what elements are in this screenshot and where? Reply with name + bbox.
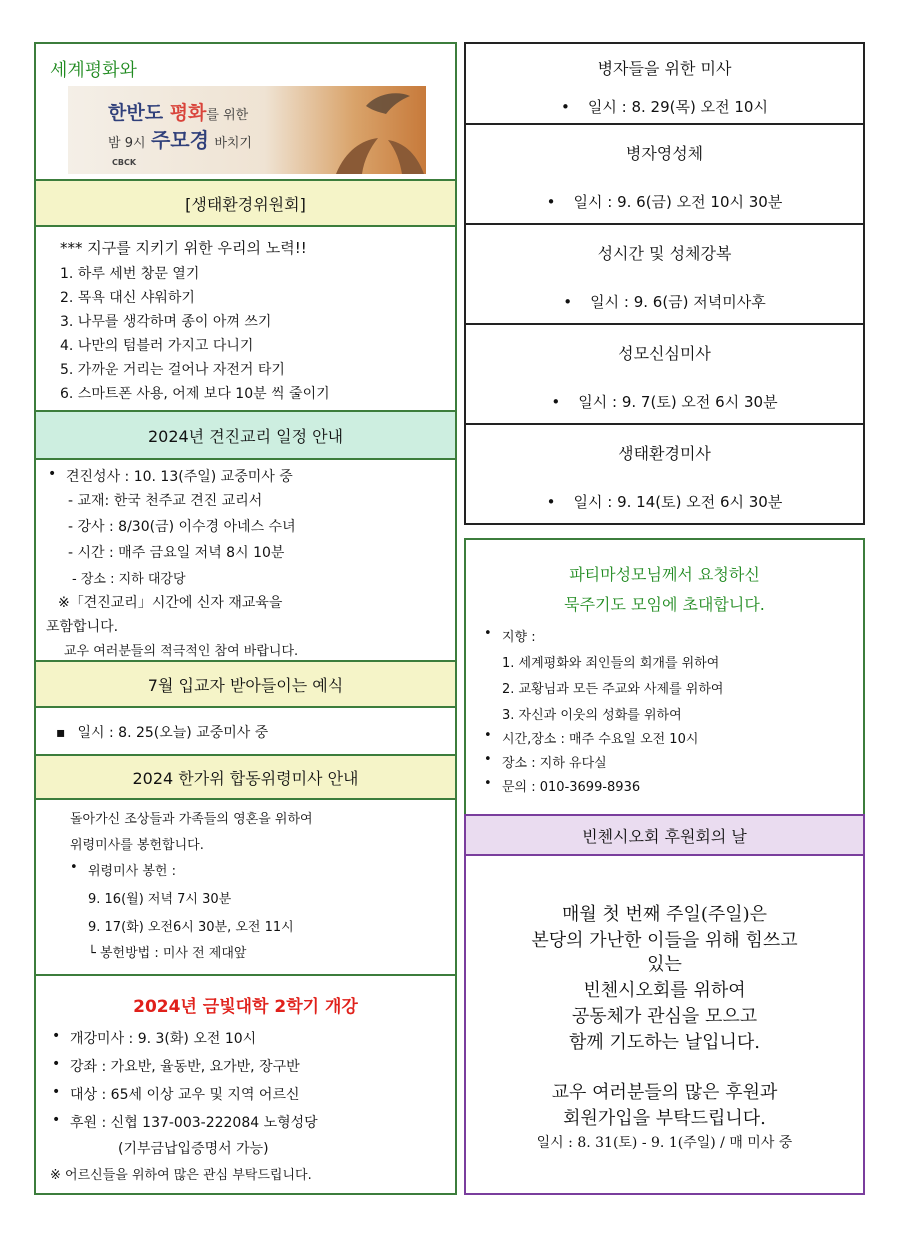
- ecology-item: 4. 나만의 텀블러 가지고 다니기: [60, 338, 254, 354]
- mass-line: • 일시 : 9. 6(금) 오전 10시 30분: [466, 191, 863, 212]
- fatima-line: • 문의 : 010-3699-8936: [502, 776, 640, 795]
- fatima-section: [464, 538, 865, 814]
- vincent-line: 매월 첫 번째 주일(주일)은: [561, 904, 768, 925]
- mass-box: [464, 325, 865, 425]
- confirmation-line: ※「견진교리」시간에 신자 재교육을: [58, 595, 283, 611]
- confirmation-line: 교우 여러분들의 적극적인 참여 바랍니다.: [64, 644, 299, 659]
- banner-word-peace: 평화: [169, 102, 207, 124]
- vincent-line: 빈첸시오회를 위하여: [583, 980, 746, 1001]
- vincent-title: [464, 814, 865, 856]
- confirmation-title: [36, 410, 455, 460]
- university-line: • 개강미사 : 9. 3(화) 오전 10시: [70, 1028, 256, 1048]
- banner-word-for: 를 위한: [206, 108, 249, 123]
- peace-banner: [68, 86, 426, 174]
- ecology-title-text: [생태환경위원회]: [185, 194, 306, 214]
- university-line: ※ 어르신들을 위하여 많은 관심 부탁드립니다.: [50, 1168, 312, 1183]
- chuseok-line: 돌아가신 조상들과 가족들의 영혼을 위하여: [70, 812, 313, 827]
- vincent-line: 본당의 가난한 이들을 위해 힘쓰고: [531, 930, 798, 951]
- confirmation-line: 포함합니다.: [46, 619, 119, 635]
- mass-line: • 일시 : 9. 6(금) 저녁미사후: [466, 291, 863, 312]
- fatima-line: 2. 교황님과 모든 주교와 사제를 위하여: [502, 682, 724, 697]
- banner-word-korea: 한반도: [108, 102, 164, 124]
- university-section: [36, 978, 455, 1193]
- ecology-item: 3. 나무를 생각하며 종이 아껴 쓰기: [60, 314, 272, 330]
- catechumen-title: [36, 660, 455, 708]
- mass-title: 성시간 및 성체강복: [597, 244, 732, 263]
- university-line: • 강좌 : 가요반, 율동반, 요가반, 장구반: [70, 1056, 300, 1076]
- chuseok-title: [36, 754, 455, 800]
- confirmation-body: [36, 460, 455, 660]
- ecology-item: 6. 스마트폰 사용, 어제 보다 10분 씩 줄이기: [60, 386, 330, 402]
- vincent-date: 일시 : 8. 31(토) - 9. 1(주일) / 매 미사 중: [536, 1135, 793, 1151]
- dove-hands-icon: [306, 86, 426, 174]
- vincent-title-text: 빈첸시오회 후원회의 날: [582, 826, 747, 846]
- mass-title: 병자영성체: [625, 144, 704, 163]
- catechumen-line: ▪ 일시 : 8. 25(오늘) 교중미사 중: [56, 725, 269, 741]
- chuseok-line: └ 봉헌방법 : 미사 전 제대앞: [88, 946, 247, 961]
- chuseok-title-text: 2024 한가위 합동위령미사 안내: [132, 768, 359, 788]
- fatima-line: 3. 자신과 이웃의 성화를 위하여: [502, 708, 682, 723]
- mass-line: • 일시 : 9. 7(토) 오전 6시 30분: [466, 391, 863, 412]
- peace-section: [36, 44, 455, 179]
- vincent-line: 함께 기도하는 날입니다.: [568, 1032, 761, 1053]
- fatima-line: • 장소 : 지하 유다실: [502, 752, 607, 771]
- university-line: (기부금납입증명서 가능): [118, 1141, 269, 1157]
- confirmation-title-text: 2024년 견진교리 일정 안내: [147, 426, 344, 446]
- ecology-item: 1. 하루 세번 창문 열기: [60, 266, 200, 282]
- mass-title: 병자들을 위한 미사: [597, 59, 732, 78]
- left-column: [34, 42, 457, 1195]
- right-column: [464, 42, 865, 1195]
- ecology-intro: *** 지구를 지키기 위한 우리의 노력!!: [60, 239, 307, 257]
- chuseok-line: 9. 16(월) 저녁 7시 30분: [88, 892, 232, 907]
- chuseok-line: • 위령미사 봉헌 :: [88, 860, 176, 879]
- university-title: 2024년 금빛대학 2학기 개강: [133, 997, 358, 1017]
- confirmation-line: - 교재: 한국 천주교 견진 교리서: [68, 493, 263, 509]
- vincent-body: [464, 856, 865, 1195]
- fatima-line: • 시간,장소 : 매주 수요일 오전 10시: [502, 728, 698, 747]
- catechumen-body: [36, 708, 455, 754]
- ecology-item: 2. 목욕 대신 샤워하기: [60, 290, 195, 306]
- confirmation-line: - 장소 : 지하 대강당: [72, 572, 186, 587]
- chuseok-line: 9. 17(화) 오전6시 30분, 오전 11시: [88, 920, 294, 935]
- confirmation-line: - 강사 : 8/30(금) 이수경 아네스 수녀: [68, 519, 296, 535]
- mass-line: • 일시 : 9. 14(토) 오전 6시 30분: [466, 491, 863, 512]
- mass-box: [464, 425, 865, 525]
- fatima-line: 1. 세계평화와 죄인들의 회개를 위하여: [502, 656, 720, 671]
- ecology-item: 5. 가까운 거리는 걸어나 자전거 타기: [60, 362, 285, 378]
- banner-word-prayer: 주모경: [150, 128, 209, 152]
- mass-title: 성모신심미사: [618, 344, 711, 363]
- confirmation-line: • 견진성사 : 10. 13(주일) 교중미사 중: [66, 466, 293, 486]
- mass-line: • 일시 : 8. 29(목) 오전 10시: [466, 96, 863, 117]
- fatima-title: 묵주기도 모임에 초대합니다.: [564, 595, 765, 614]
- mass-title: 생태환경미사: [618, 444, 711, 463]
- cbck-logo: CBCK: [112, 158, 137, 167]
- chuseok-body: [36, 800, 455, 976]
- ecology-body: [36, 227, 455, 410]
- vincent-line: 있는: [647, 954, 682, 975]
- university-line: • 대상 : 65세 이상 교우 및 지역 어르신: [70, 1084, 300, 1104]
- banner-word-9pm: 밤 9시: [108, 136, 146, 151]
- fatima-line: • 지향 :: [502, 626, 536, 645]
- catechumen-title-text: 7월 입교자 받아들이는 예식: [147, 675, 344, 695]
- confirmation-line: - 시간 : 매주 금요일 저녁 8시 10분: [68, 545, 285, 561]
- ecology-title: [36, 179, 455, 227]
- vincent-line: 회원가입을 부탁드립니다.: [563, 1108, 766, 1129]
- mass-box: [464, 125, 865, 225]
- catechumen-line-text: 일시 : 8. 25(오늘) 교중미사 중: [77, 725, 269, 741]
- vincent-line: 교우 여러분들의 많은 후원과: [551, 1082, 778, 1103]
- banner-word-pray: 바치기: [214, 136, 252, 151]
- peace-heading: 세계평화와: [50, 60, 137, 81]
- mass-box: [464, 42, 865, 125]
- vincent-line: 공동체가 관심을 모으고: [571, 1006, 758, 1027]
- university-line: • 후원 : 신협 137-003-222084 노형성당: [70, 1112, 318, 1132]
- mass-box: [464, 225, 865, 325]
- chuseok-line: 위령미사를 봉헌합니다.: [70, 838, 204, 853]
- fatima-title: 파티마성모님께서 요청하신: [569, 565, 760, 584]
